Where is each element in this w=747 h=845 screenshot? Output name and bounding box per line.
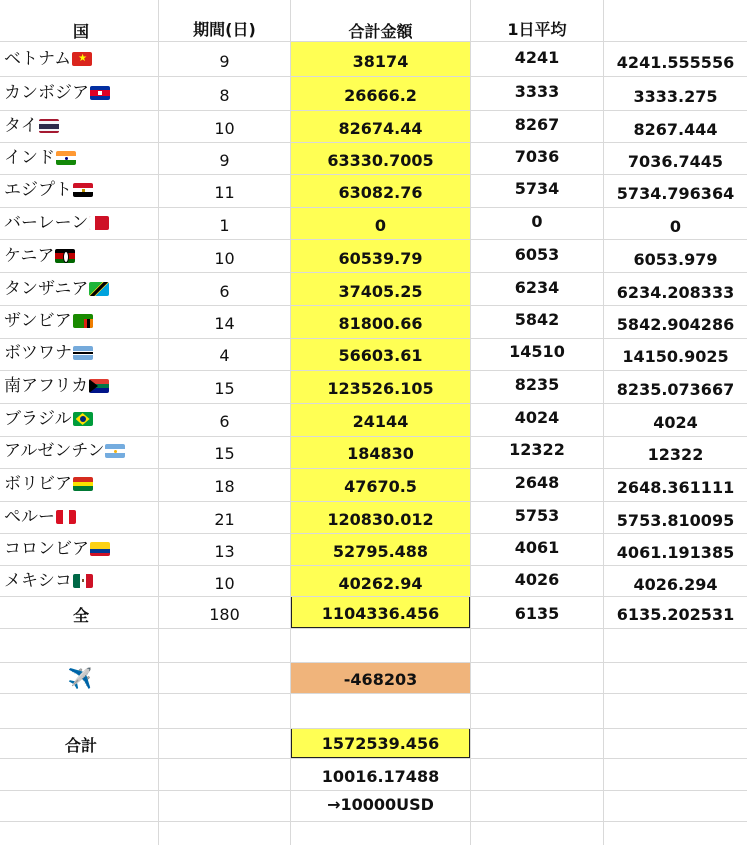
days-value[interactable]: 21: [214, 510, 235, 529]
avg-exact-value[interactable]: 4241.555556: [616, 53, 735, 72]
country-label: タンザニア: [4, 279, 89, 299]
header-avg: 1日平均: [507, 20, 567, 39]
all-avg[interactable]: 6135: [514, 604, 560, 623]
avg-exact-value[interactable]: 8267.444: [633, 120, 718, 139]
days-value[interactable]: 6: [219, 282, 230, 301]
avg-value[interactable]: 14510: [509, 342, 565, 361]
avg-value[interactable]: 7036: [514, 147, 560, 166]
avg-exact-value[interactable]: 5753.810095: [616, 511, 735, 530]
total-value[interactable]: 63082.76: [338, 183, 423, 202]
total-value[interactable]: 52795.488: [332, 542, 429, 561]
country-label: ボリビア: [4, 474, 72, 494]
country-name[interactable]: [4, 443, 158, 460]
avg-exact-value[interactable]: 5734.796364: [616, 184, 735, 203]
avg-value[interactable]: 5842: [514, 310, 560, 329]
country-label: ペルー: [4, 507, 55, 527]
total-value[interactable]: 26666.2: [344, 86, 417, 105]
days-value[interactable]: 15: [214, 379, 235, 398]
days-value[interactable]: 1: [219, 216, 230, 235]
header-country: 国: [72, 22, 89, 41]
avg-exact-value[interactable]: 3333.275: [633, 87, 718, 106]
avg-value[interactable]: 0: [531, 212, 543, 231]
days-value[interactable]: 9: [219, 151, 230, 170]
country-name[interactable]: [4, 573, 158, 590]
country-label: カンボジア: [4, 83, 89, 103]
days-value[interactable]: 9: [219, 52, 230, 71]
total-value[interactable]: 40262.94: [338, 574, 423, 593]
days-value[interactable]: 11: [214, 183, 235, 202]
south-africa-flag: [89, 379, 109, 393]
country-name[interactable]: [4, 378, 158, 395]
avg-exact-value[interactable]: 8235.073667: [616, 380, 735, 399]
grand-total-label: 合計: [64, 736, 97, 755]
avg-value[interactable]: 8235: [514, 375, 560, 394]
egypt-flag: [73, 183, 93, 197]
avg-exact-value[interactable]: 2648.361111: [616, 478, 735, 497]
total-value[interactable]: 24144: [352, 412, 409, 431]
country-name[interactable]: [4, 541, 158, 558]
total-value[interactable]: 120830.012: [327, 510, 434, 529]
total-value[interactable]: 47670.5: [344, 477, 417, 496]
country-label: 南アフリカ: [4, 376, 89, 396]
header-days: 期間(日): [193, 20, 256, 39]
country-name[interactable]: [4, 182, 158, 199]
peru-flag: [56, 510, 76, 524]
argentina-flag: [105, 444, 125, 458]
country-label: アルゼンチン: [4, 441, 105, 461]
country-label: インド: [4, 148, 55, 168]
country-name[interactable]: [4, 215, 158, 232]
country-label: ザンビア: [4, 311, 72, 331]
country-name[interactable]: [4, 118, 158, 135]
country-label: タイ: [4, 116, 38, 136]
usd-converted[interactable]: 10016.17488: [321, 767, 440, 786]
country-label: ベトナム: [4, 49, 72, 69]
header-total: 合計金額: [348, 22, 413, 41]
days-value[interactable]: 14: [214, 314, 235, 333]
days-value[interactable]: 10: [214, 574, 235, 593]
vietnam-flag: ★: [72, 52, 92, 66]
avg-exact-value[interactable]: 4061.191385: [616, 543, 735, 562]
cambodia-flag: [90, 86, 110, 100]
avg-exact-value[interactable]: 0: [669, 217, 682, 236]
days-value[interactable]: 13: [214, 542, 235, 561]
total-value[interactable]: 60539.79: [338, 249, 423, 268]
total-value[interactable]: 81800.66: [338, 314, 423, 333]
avg-value[interactable]: 4241: [514, 48, 560, 67]
total-value[interactable]: 123526.105: [327, 379, 434, 398]
country-name[interactable]: [4, 51, 158, 68]
country-name[interactable]: [4, 509, 158, 526]
days-value[interactable]: 4: [219, 346, 230, 365]
country-label: バーレーン: [4, 213, 89, 233]
botswana-flag: [73, 346, 93, 360]
country-label: コロンビア: [4, 539, 89, 559]
country-name[interactable]: [4, 281, 158, 298]
avg-exact-value[interactable]: 5842.904286: [616, 315, 735, 334]
avg-exact-value[interactable]: 12322: [647, 445, 704, 464]
days-value[interactable]: 10: [214, 119, 235, 138]
thailand-flag: [39, 119, 59, 133]
country-name[interactable]: [4, 476, 158, 493]
avg-value[interactable]: 6234: [514, 278, 560, 297]
usd-rounded[interactable]: →10000USD: [327, 795, 434, 814]
country-name[interactable]: [4, 345, 158, 362]
total-value[interactable]: 82674.44: [338, 119, 423, 138]
avg-value[interactable]: 4026: [514, 570, 560, 589]
total-value[interactable]: 37405.25: [338, 282, 423, 301]
country-label: ケニア: [4, 246, 55, 266]
country-name[interactable]: [4, 85, 158, 102]
all-total-value[interactable]: 1104336.456: [321, 604, 440, 623]
days-value[interactable]: 10: [214, 249, 235, 268]
days-value[interactable]: 8: [219, 86, 230, 105]
avg-value[interactable]: 5753: [514, 506, 560, 525]
zambia-flag: [73, 314, 93, 328]
total-value[interactable]: 184830: [347, 444, 414, 463]
grand-total-value[interactable]: 1572539.456: [321, 734, 440, 753]
bolivia-flag: [73, 477, 93, 491]
flight-cost-value[interactable]: -468203: [343, 670, 418, 689]
total-value[interactable]: 0: [374, 216, 387, 235]
avg-value[interactable]: 3333: [514, 82, 560, 101]
all-days[interactable]: 180: [209, 605, 240, 624]
avg-value[interactable]: 5734: [514, 179, 560, 198]
country-label: メキシコ: [4, 571, 72, 591]
country-label: ブラジル: [4, 409, 72, 429]
all-label: 全: [72, 606, 89, 625]
avg-exact-value[interactable]: 4026.294: [633, 575, 718, 594]
avg-value[interactable]: 2648: [514, 473, 560, 492]
country-name[interactable]: [4, 248, 158, 265]
mexico-flag: [73, 574, 93, 588]
country-name[interactable]: [4, 411, 158, 428]
tanzania-flag: [89, 282, 109, 296]
total-value[interactable]: 38174: [352, 52, 409, 71]
country-label: エジプト: [4, 180, 72, 200]
country-name[interactable]: [4, 313, 158, 330]
avg-exact-value[interactable]: 7036.7445: [627, 152, 724, 171]
bahrain-flag: [89, 216, 109, 230]
avg-exact-value[interactable]: 4024: [653, 413, 698, 432]
all-avg-exact[interactable]: 6135.202531: [616, 605, 735, 624]
airplane-icon: ✈️: [67, 666, 93, 690]
country-label: ボツワナ: [4, 343, 72, 363]
avg-value[interactable]: 12322: [509, 440, 565, 459]
colombia-flag: [90, 542, 110, 556]
kenya-flag: [55, 249, 75, 263]
avg-exact-value[interactable]: 6234.208333: [616, 283, 735, 302]
total-value[interactable]: 56603.61: [338, 346, 423, 365]
avg-value[interactable]: 8267: [514, 115, 560, 134]
avg-value[interactable]: 6053: [514, 245, 560, 264]
total-value[interactable]: 63330.7005: [327, 151, 434, 170]
days-value[interactable]: 6: [219, 412, 230, 431]
brazil-flag: [73, 412, 93, 426]
country-name[interactable]: [4, 150, 158, 167]
avg-value[interactable]: 4061: [514, 538, 560, 557]
avg-exact-value[interactable]: 6053.979: [633, 250, 718, 269]
avg-value[interactable]: 4024: [514, 408, 560, 427]
days-value[interactable]: 15: [214, 444, 235, 463]
avg-exact-value[interactable]: 14150.9025: [622, 347, 729, 366]
india-flag: [56, 151, 76, 165]
days-value[interactable]: 18: [214, 477, 235, 496]
